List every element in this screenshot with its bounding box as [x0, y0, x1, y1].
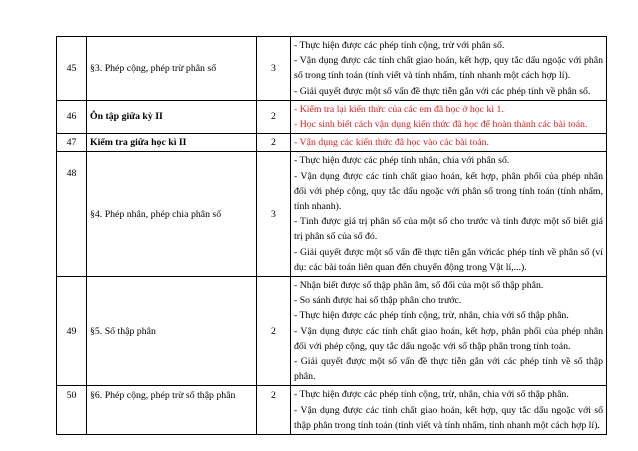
lesson-name-text: §6. Phép cộng, phép trừ số thập phân [90, 390, 236, 402]
requirement-line: - Thực hiện được các phép tính nhân, chia với phân số. [294, 155, 510, 167]
requirement-line: - So sánh được hai số thập phân cho trước. [294, 295, 462, 307]
period-count: 2 [257, 100, 291, 133]
requirement-line: - Thực hiện được các phép tính cộng, trừ, nhân, chia với số thập phân. [294, 389, 569, 401]
requirement-line: - Vận dụng các kiến thức đã học vào các bài toán. [294, 137, 489, 149]
requirements-cell [291, 152, 607, 277]
requirement-line: - Thực hiện được các phép tính cộng, trừ với phân số. [294, 40, 505, 51]
period-count: 2 [257, 277, 291, 386]
lesson-name: §3. Phép cộng, phép trừ phân số [87, 37, 257, 101]
requirements-cell [291, 37, 607, 101]
lesson-number [57, 152, 87, 277]
requirement-line: - Giải quyết được một số vấn đề thực tiễn gắn với các phép tính về phân số. [294, 85, 591, 97]
requirements-cell [291, 277, 607, 386]
table-row [57, 100, 607, 133]
requirement-line: - Tính được giá trị phân số của một số cho trước và tính được một số biết giá trị phân số của số đó. [294, 216, 603, 243]
requirement-line: - Giải quyết được một số vấn đề thực tiễn gắn vớicác phép tính về phân số (ví dụ: các bài toán liên quan đến chuyển động trong Vật lí,...). [294, 246, 603, 273]
lesson-number [57, 386, 87, 435]
lesson-name [87, 386, 257, 435]
period-count-text: 2 [271, 390, 276, 402]
lesson-number: 49 [57, 277, 87, 386]
requirements-cell [291, 386, 607, 435]
lesson-name: Kiểm tra giữa học kì II [87, 134, 257, 152]
period-count: 3 [257, 37, 291, 101]
period-count: 2 [257, 134, 291, 152]
lesson-number: 46 [57, 100, 87, 133]
requirement-line: - Vận dụng được các tính chất giao hoán, kết hợp, phân phối của phép nhân đối với phép cộng, quy tắc dấu ngoặc với phân số trong tính toán (tính nhẩm, tính nhanh). [294, 170, 603, 213]
requirements-cell [291, 134, 607, 152]
requirement-line: - Vận dụng được các tính chất giao hoán, kết hợp, phân phối của phép nhân đối với phép cộng, quy tắc dấu ngoặc với số thập phân trong tính toán. [294, 325, 603, 352]
requirement-line: - Vận dụng được các tính chất giao hoán, kết hợp, quy tắc dấu ngoặc với số thập phân trong tính toán (tính viết và tính nhẩm, tính nhanh một cách hợp lí). [294, 404, 603, 431]
curriculum-table [56, 36, 607, 435]
requirement-line: - Thực hiện được các phép tính cộng, trừ, nhân, chia với số thập phân. [294, 310, 569, 322]
requirement-line: - Giải quyết được một số vấn đề thực tiễn gắn với các phép tính về số thập phân. [294, 356, 603, 383]
table-row [57, 134, 607, 152]
lesson-number: 47 [57, 134, 87, 152]
table-row [57, 152, 607, 277]
requirement-line: - Nhận biết được số thập phân âm, số đối của một số thập phân. [294, 280, 544, 292]
lesson-name: §4. Phép nhân, phép chia phân số [87, 152, 257, 277]
requirement-line: - Kiểm tra lại kiến thức của các em đã học ở học kì 1. [294, 103, 504, 115]
requirements-cell [291, 100, 607, 133]
lesson-name: Ôn tập giữa kỳ II [87, 100, 257, 133]
table-row [57, 277, 607, 386]
lesson-number-text: 48 [66, 168, 77, 180]
period-count [257, 386, 291, 435]
lesson-name: §5. Số thập phân [87, 277, 257, 386]
lesson-number-text: 50 [66, 390, 77, 402]
period-count: 3 [257, 152, 291, 277]
table-row [57, 386, 607, 435]
table-row [57, 37, 607, 101]
requirement-line: - Vận dụng được các tính chất giao hoán, kết hợp, quy tắc dấu ngoặc với phân số trong tính toán (tính viết và tính nhẩm, tính nhanh một cách hợp lí). [294, 55, 603, 82]
lesson-number: 45 [57, 37, 87, 101]
requirement-line: - Học sinh biết cách vận dụng kiến thức đã học để hoàn thành các bài toán. [294, 119, 588, 131]
